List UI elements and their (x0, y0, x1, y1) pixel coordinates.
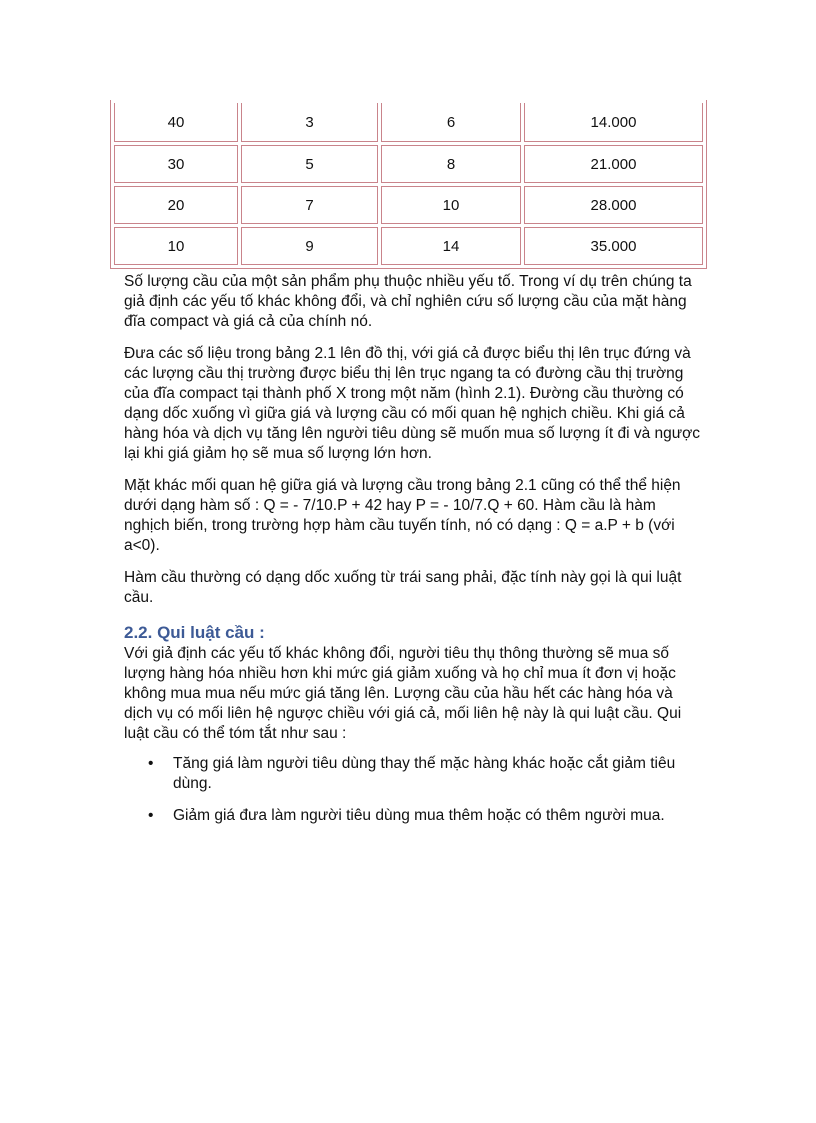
paragraph: Hàm cầu thường có dạng dốc xuống từ trái sang phải, đặc tính này gọi là qui luật cầu. (124, 569, 682, 606)
table-cell: 10 (114, 227, 238, 265)
bullet-icon: • (148, 807, 154, 824)
paragraph: Số lượng cầu của một sản phẩm phụ thuộc nhiều yếu tố. Trong ví dụ trên chúng ta giả định các yếu tố khác không đổi, và chỉ nghiên cứu số lượng cầu của mặt hàng đĩa compact và giá cả của chính nó. (124, 273, 692, 330)
table-cell: 8 (381, 145, 521, 183)
table-row (114, 145, 703, 183)
table-cell: 10 (381, 186, 521, 224)
table-cell: 30 (114, 145, 238, 183)
table-cell: 3 (241, 103, 378, 142)
table-cell: 14.000 (524, 103, 703, 142)
list-item (124, 754, 704, 794)
list-item (124, 806, 704, 826)
table-cell: 35.000 (524, 227, 703, 265)
table-row (114, 186, 703, 224)
table-row (114, 103, 703, 142)
table-row (114, 227, 703, 265)
table-cell: 40 (114, 103, 238, 142)
data-table (110, 100, 707, 269)
data-table-container (110, 100, 707, 269)
table-cell: 20 (114, 186, 238, 224)
section-intro: Với giả định các yếu tố khác không đổi, người tiêu thụ thông thường sẽ mua số lượng hàng hóa nhiều hơn khi mức giá giảm xuống và họ chỉ mua ít đơn vị hoặc không mua mua nếu mức giá tăng lên. Lượng cầu của hầu hết các hàng hóa và dịch vụ có mối liên hệ ngược chiều với giá cả, mối liên hệ này là qui luật cầu. Qui luật cầu có thể tóm tắt như sau : (124, 645, 682, 742)
table-cell: 28.000 (524, 186, 703, 224)
bullet-list (124, 754, 704, 826)
table-cell: 7 (241, 186, 378, 224)
paragraph: Mặt khác mối quan hệ giữa giá và lượng cầu trong bảng 2.1 cũng có thể thể hiện dưới dạng hàm số : Q = - 7/10.P + 42 hay P = - 10/7.Q + 60. Hàm cầu là hàm nghịch biến, trong trường hợp hàm cầu tuyến tính, nó có dạng : Q = a.P + b (với a<0). (124, 477, 681, 554)
table-cell: 5 (241, 145, 378, 183)
table-cell: 6 (381, 103, 521, 142)
list-item-text: Giảm giá đưa làm người tiêu dùng mua thêm hoặc có thêm người mua. (173, 807, 665, 824)
list-item-text: Tăng giá làm người tiêu dùng thay thế mặc hàng khác hoặc cắt giảm tiêu dùng. (173, 755, 676, 792)
table-cell: 14 (381, 227, 521, 265)
table-cell: 21.000 (524, 145, 703, 183)
section-heading: 2.2. Qui luật cầu : (124, 623, 265, 642)
table-cell: 9 (241, 227, 378, 265)
paragraph: Đưa các số liệu trong bảng 2.1 lên đồ thị, với giá cả được biểu thị lên trục đứng và các lượng cầu thị trường được biểu thị lên trục ngang ta có đường cầu thị trường của đĩa compact tại thành phố X trong một năm (hình 2.1). Đường cầu thường có dạng dốc xuống vì giữa giá và lượng cầu có mối quan hệ nghịch chiều. Khi giá cả hàng hóa và dịch vụ tăng lên người tiêu dùng sẽ muốn mua số lượng ít đi và ngược lại khi giá giảm họ sẽ mua số lượng lớn hơn. (124, 345, 701, 462)
bullet-icon: • (148, 755, 154, 772)
body-text (124, 272, 704, 838)
